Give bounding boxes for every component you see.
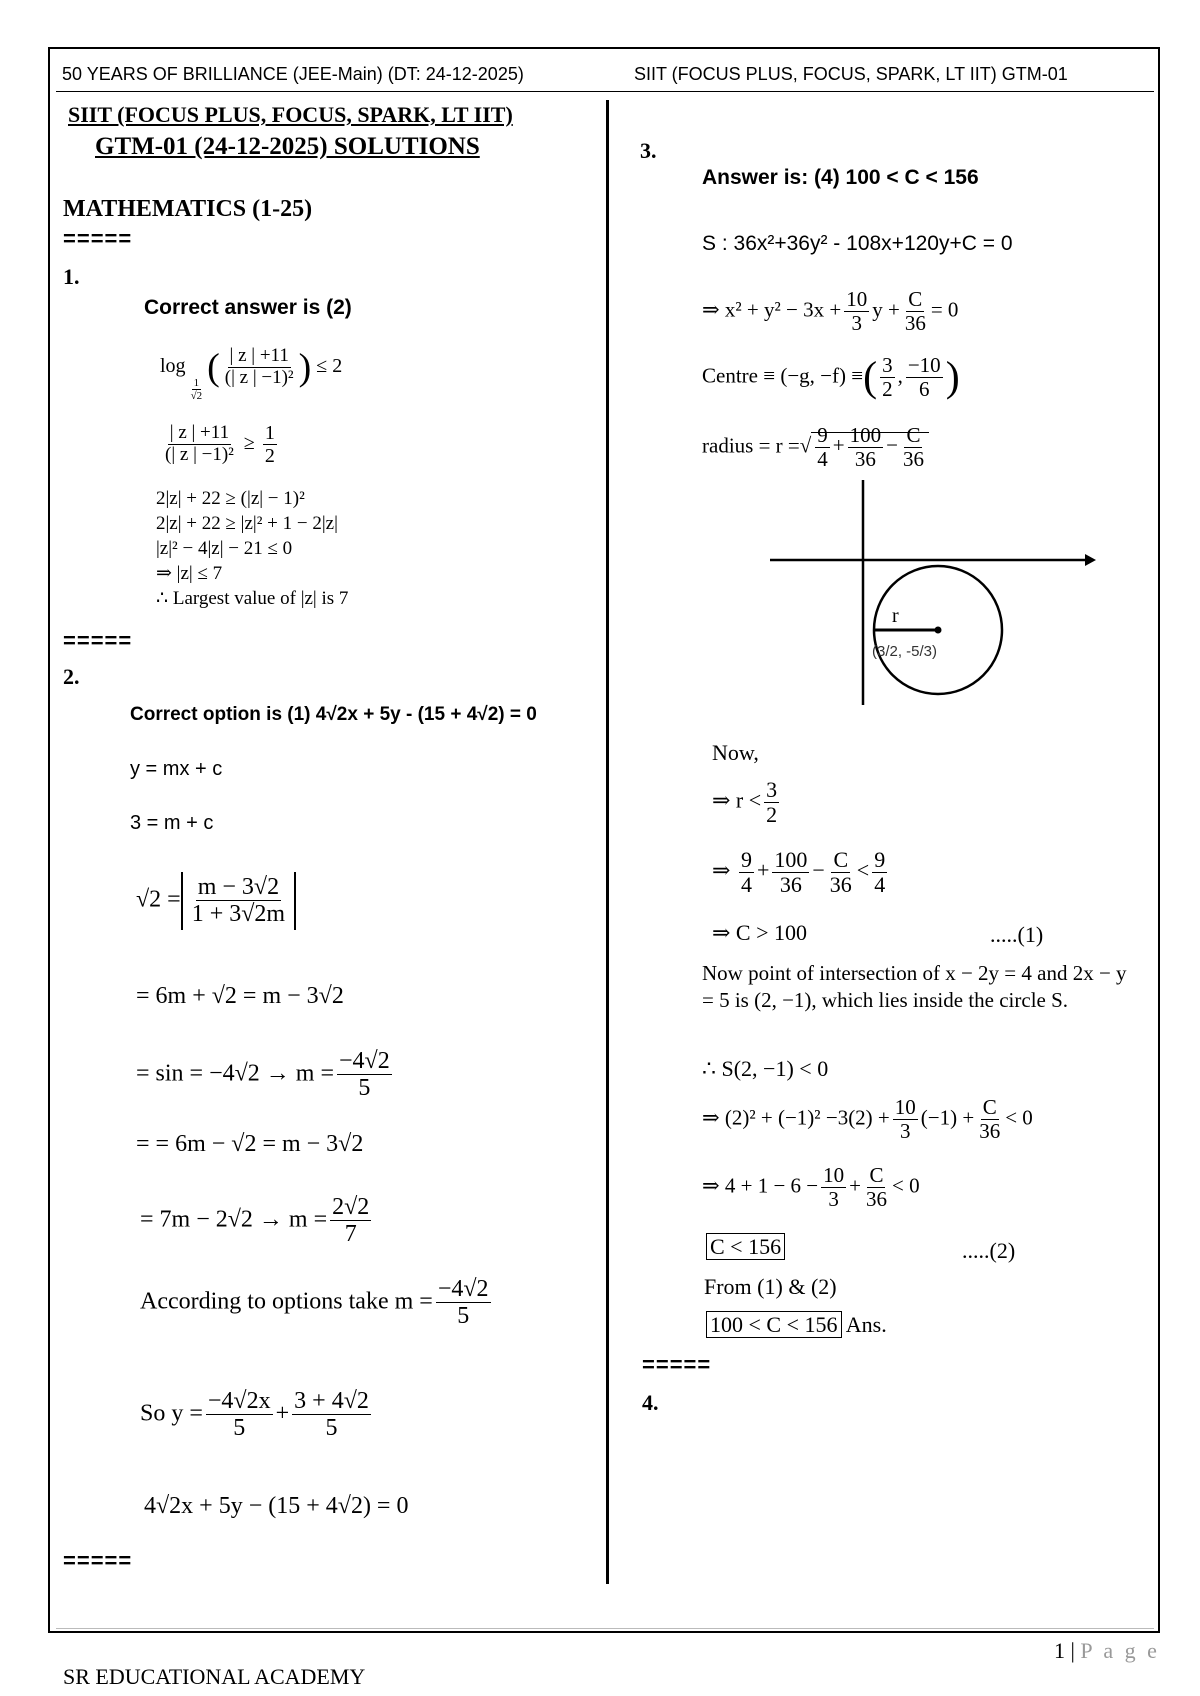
q1-lines: 2|z| + 22 ≥ (|z| − 1)² 2|z| + 22 ≥ |z|² + 1 − 2|z| |z|² − 4|z| − 21 ≤ 0 ⇒ |z| ≤ 7 ∴ Largest value of |z| is 7: [156, 488, 349, 609]
q3-para: Now point of intersection of x − 2y = 4 and 2x − y = 5 is (2, −1), which lies inside the circle S.: [702, 961, 1127, 1012]
q2-line-pt: 3 = m + c: [130, 812, 214, 834]
q3-from: From (1) & (2): [704, 1274, 837, 1299]
q3-now: Now,: [712, 740, 759, 765]
footer-rule: [56, 1628, 1154, 1629]
q3-radius: radius = r =√ $\frac{9}{4}$ + $\frac{100}{36}$ − $\frac{C}{36}$: [702, 424, 929, 471]
separator: =====: [63, 628, 133, 653]
footer-org: SR EDUCATIONAL ACADEMY: [63, 1664, 366, 1689]
header-left: 50 YEARS OF BRILLIANCE (JEE-Main) (DT: 24-12-2025): [62, 64, 524, 84]
q3-circle-figure: [760, 470, 1100, 710]
q2-s4: = 7m − 2√2 → m = $\frac{2√2}{7}$: [140, 1194, 370, 1248]
q3-tag1: .....(1): [990, 922, 1044, 947]
q3-eq-s: S : 36x²+36y² - 108x+120y+C = 0: [702, 232, 1013, 255]
q2-s2: = sin = −4√2 → m = $\frac{-4√2}{5}$: [136, 1048, 390, 1102]
q3-box1: C < 156: [706, 1236, 785, 1258]
q1-answer: Correct answer is (2): [144, 296, 352, 319]
title-line2: GTM-01 (24-12-2025) SOLUTIONS: [95, 133, 480, 160]
column-divider: [606, 100, 609, 1584]
q3-p2: ⇒ (2)² + (−1)² −3(2) + $\frac{10}{3}$ (−1) + $\frac{C}{36}$ < 0: [702, 1095, 1033, 1144]
q3-number: 3.: [640, 138, 657, 163]
header-rule: [56, 91, 1154, 92]
x-axis-arrow: [1085, 554, 1096, 566]
q3-n1: ⇒ r < $\frac{3}{2}$: [712, 777, 778, 828]
q3-centre: Centre ≡ (−g, −f) ≡( $\frac{3}{2}$ , $\frac{-10}{6}$ ): [702, 353, 960, 402]
separator: =====: [642, 1352, 712, 1377]
q3-p3: ⇒ 4 + 1 − 6 − $\frac{10}{3}$ + $\frac{C}{36}$ < 0: [702, 1163, 920, 1212]
q4-number: 4.: [642, 1390, 659, 1415]
section-heading: MATHEMATICS (1-25): [63, 196, 313, 222]
q3-n3: ⇒ C > 100: [712, 920, 808, 945]
q2-s6: So y = $\frac{-4√2x}{5}$ + $\frac{3 + 4√2}{5}$: [140, 1388, 369, 1442]
q2-s5: According to options take m = $\frac{-4√2}{5}$: [140, 1276, 489, 1330]
page-number: 1 | P a g e: [1054, 1638, 1160, 1663]
centre-point: [935, 627, 942, 634]
q2-s1: = 6m + √2 = m − 3√2: [136, 983, 344, 1009]
q3-tag2: .....(2): [962, 1238, 1016, 1263]
q3-answer: Answer is: (4) 100 < C < 156: [702, 166, 979, 189]
header-right: SIIT (FOCUS PLUS, FOCUS, SPARK, LT IIT) GTM-01: [634, 64, 1068, 84]
q2-s3: = = 6m − √2 = m − 3√2: [136, 1131, 364, 1157]
q2-abs-eq: √2 = $\frac{m - 3√2}{1 + 3√2m}$: [136, 872, 296, 930]
q1-number: 1.: [63, 264, 80, 289]
q3-n2: ⇒ $\frac{9}{4}$ + $\frac{100}{36}$ − $\frac{C}{36}$ < $\frac{9}{4}$: [712, 847, 886, 898]
radius-label: r: [892, 605, 899, 627]
q2-s7: 4√2x + 5y − (15 + 4√2) = 0: [144, 1493, 409, 1519]
q2-answer: Correct option is (1) 4√2x + 5y - (15 + 4√2) = 0: [130, 704, 537, 725]
q2-number: 2.: [63, 664, 80, 689]
separator: =====: [63, 226, 133, 251]
q3-e1: ⇒ x² + y² − 3x + $\frac{10}{3}$ y + $\frac{C}{36}$ = 0: [702, 287, 959, 336]
q1-step2: $\frac{| z | +11}{\text{(| z | −1)²}}$ ≥ $\frac{1}{2}$: [165, 422, 275, 467]
centre-label: (3/2, -5/3): [872, 643, 938, 660]
q2-line-eq: y = mx + c: [130, 758, 223, 780]
q1-step-log: log $\frac{1}{√2}$ ( $\frac{| z | +11}{\text{(| z | −1)²}}$ ) ≤ 2: [160, 345, 343, 403]
q3-final: 100 < C < 156 Ans.: [706, 1314, 887, 1336]
separator: =====: [63, 1548, 133, 1573]
title-line1: SIIT (FOCUS PLUS, FOCUS, SPARK, LT IIT): [68, 102, 513, 127]
q3-p1: ∴ S(2, −1) < 0: [702, 1056, 829, 1081]
